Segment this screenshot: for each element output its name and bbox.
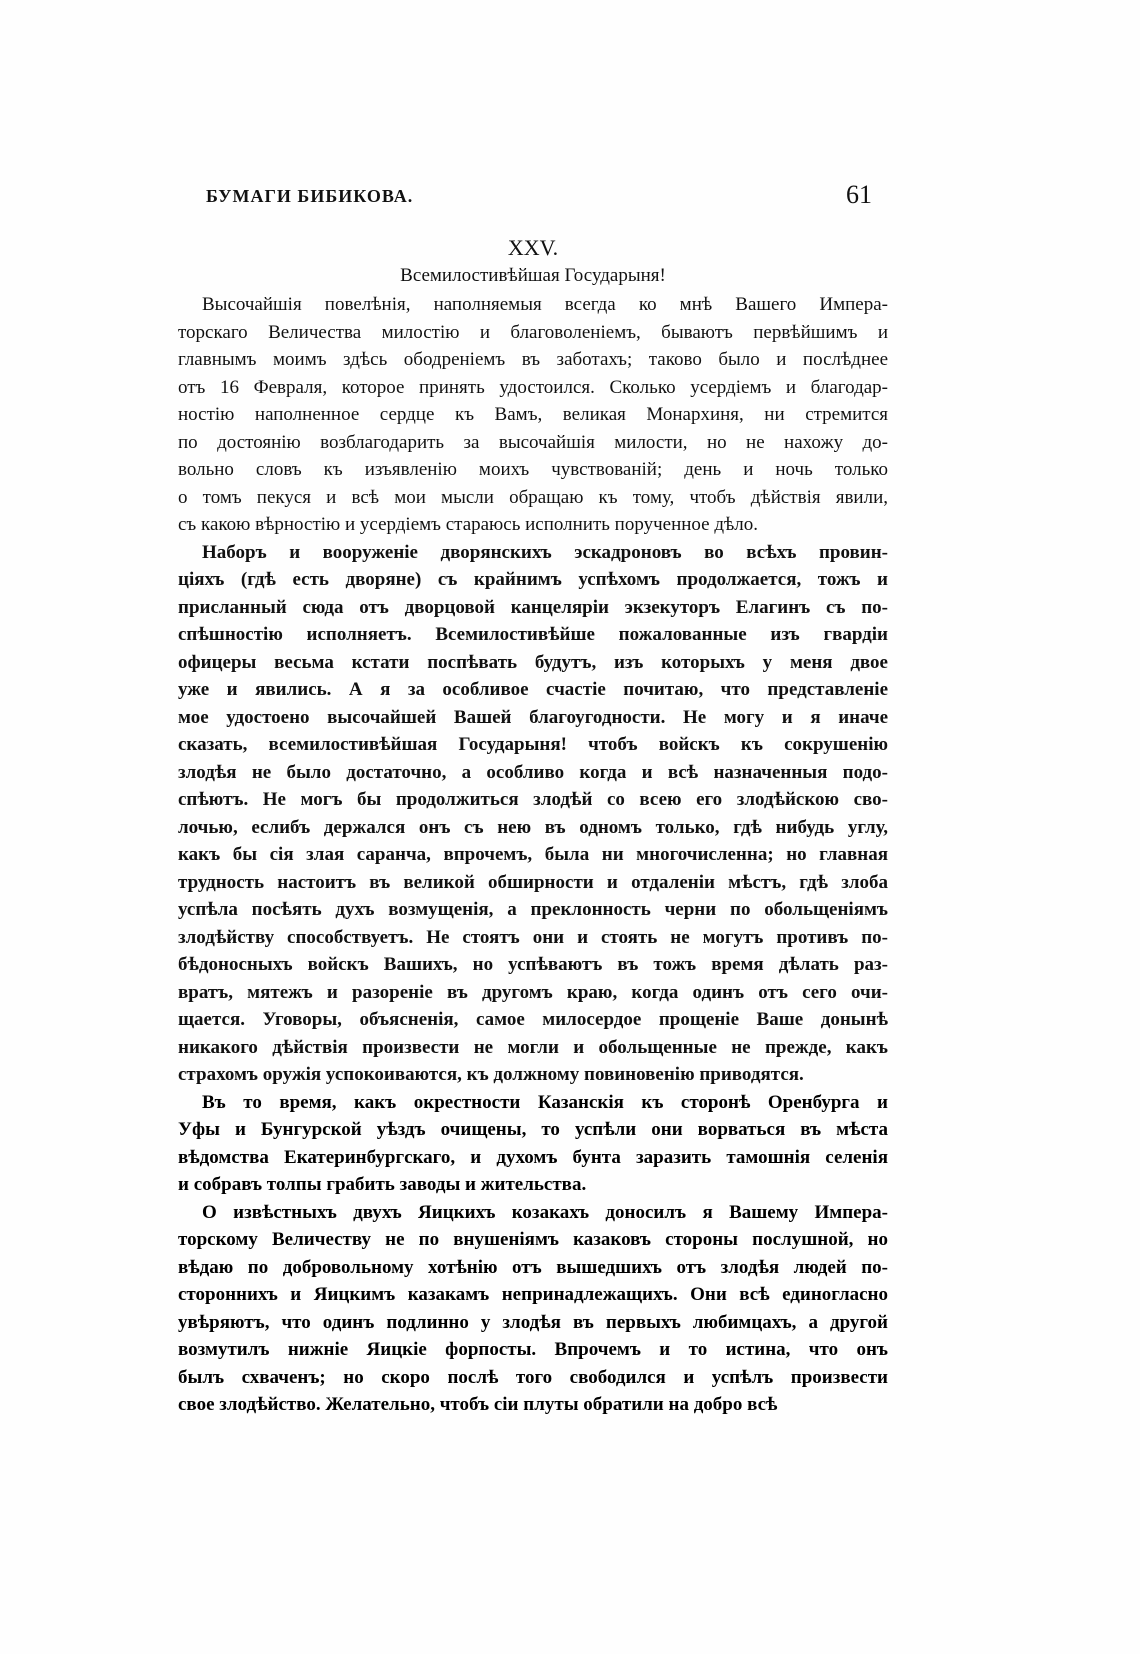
paragraph-3: [178, 1089, 888, 1199]
text-line: ностію наполненное сердце къ Вамъ, великая Монархиня, ни стремится: [178, 404, 888, 425]
paragraph-1: [178, 291, 888, 539]
text-line: стороннихъ и Яицкимъ казакамъ непринадлежащихъ. Они всѣ единогласно: [178, 1284, 888, 1305]
text-line: отъ 16 Февраля, которое принять удостоился. Сколько усердіемъ и благодар-: [178, 376, 888, 398]
text-line: уже и явились. А я за особливое счастіе почитаю, что представленіе: [178, 679, 888, 700]
text-line: вольно словъ къ изъявленію моихъ чувствованій; день и ночь только: [178, 459, 888, 480]
text-line: присланный сюда отъ дворцовой канцеляріи экзекуторъ Елагинъ съ по-: [178, 596, 888, 618]
text-line: вѣдомства Екатеринбургскаго, и духомъ бунта заразить тамошнія селенія: [178, 1146, 888, 1168]
section-number: XXV.: [507, 235, 559, 260]
text-line: былъ схваченъ; но скоро послѣ того свободился и успѣлъ произвести: [178, 1366, 888, 1388]
text-line: трудность настоитъ въ великой обширности и отдаленіи мѣстъ, гдѣ злоба: [178, 871, 888, 893]
text-line: Высочайшія повелѣнія, наполняемыя всегда ко мнѣ Вашего Импера-: [202, 294, 888, 315]
text-line: спѣютъ. Не могъ бы продолжиться злодѣй со всею его злодѣйскою сво-: [178, 789, 888, 810]
text-line: успѣла посѣять духъ возмущенія, а преклонность черни по обольщеніямъ: [178, 899, 888, 920]
text-line: сказать, всемилостивѣйшая Государыня! чтобъ войскъ къ сокрушенію: [178, 734, 888, 755]
text-line: мое удостоено высочайшей Вашей благоугодности. Не могу и я иначе: [178, 706, 888, 728]
text-line: бѣдоносныхъ войскъ Вашихъ, но успѣваютъ въ тожъ время дѣлать раз-: [178, 954, 888, 975]
text-line: спѣшностію исполняетъ. Всемилостивѣйше пожалованные изъ гвардіи: [178, 624, 888, 645]
text-line: никакого дѣйствія произвести не могли и обольщенные не прежде, какъ: [178, 1036, 888, 1058]
text-line: страхомъ оружія успокоиваются, къ должному повиновенію приводятся.: [178, 1064, 804, 1085]
text-line: какъ бы сія злая саранча, впрочемъ, была ни многочисленна; но главная: [178, 844, 888, 865]
text-line: вѣдаю по добровольному хотѣнію отъ вышедшихъ отъ злодѣя людей по-: [178, 1256, 888, 1278]
text-line: свое злодѣйство. Желательно, чтобъ сіи плуты обратили на добро всѣ: [178, 1394, 778, 1415]
running-head: БУМАГИ БИБИКОВА.: [206, 186, 414, 206]
text-line: о томъ пекуся и всѣ мои мысли обращаю къ тому, чтобъ дѣйствія явили,: [178, 486, 888, 508]
text-line: торскому Величеству не по внушеніямъ казаковъ стороны послушной, но: [178, 1229, 888, 1250]
text-line: вратъ, мятежъ и разореніе въ другомъ краю, когда одинъ отъ сего очи-: [178, 981, 888, 1003]
text-line: офицеры весьма кстати поспѣвать будутъ, изъ которыхъ у меня двое: [178, 651, 888, 673]
text-line: возмутилъ нижніе Яицкіе форпосты. Впрочемъ и то истина, что онъ: [178, 1339, 888, 1360]
text-line: Наборъ и вооруженіе дворянскихъ эскадроновъ во всѣхъ провин-: [202, 541, 888, 563]
text-line: ціяхъ (гдѣ есть дворяне) съ крайнимъ успѣхомъ продолжается, тожъ и: [178, 569, 888, 590]
text-line: О извѣстныхъ двухъ Яицкихъ козакахъ доносилъ я Вашему Импера-: [202, 1201, 888, 1223]
text-line: щается. Уговоры, объясненія, самое милосердое прощеніе Ваше донынѣ: [178, 1009, 888, 1030]
text-line: по достоянію возблагодарить за высочайшія милости, но не нахожу до-: [178, 431, 888, 453]
text-line: лочью, еслибъ держался онъ съ нею въ одномъ только, гдѣ нибудь углу,: [178, 816, 888, 838]
paragraph-4: [178, 1199, 888, 1419]
text-line: увѣряютъ, что одинъ подлинно у злодѣя въ первыхъ любимцахъ, а другой: [178, 1311, 888, 1333]
text-line: торскаго Величества милостію и благоволеніемъ, бываютъ первѣйшимъ и: [178, 321, 888, 343]
text-line: Въ то время, какъ окрестности Казанскія къ сторонѣ Оренбурга и: [202, 1091, 888, 1113]
text-line: главнымъ моимъ здѣсь ободреніемъ въ заботахъ; таково было и послѣднее: [178, 349, 888, 370]
text-line: Уфы и Бунгурской уѣздъ очищены, то успѣли они ворваться въ мѣста: [178, 1119, 888, 1140]
text-line: съ какою вѣрностію и усердіемъ стараюсь исполнить порученное дѣло.: [178, 514, 759, 535]
paragraph-2: [178, 539, 888, 1089]
salutation: Всемилостивѣйшая Государыня!: [400, 265, 666, 286]
letter-body: [178, 235, 888, 1419]
text-line: злодѣйству способствуетъ. Не стоятъ они и стоять не могутъ противъ по-: [178, 926, 888, 948]
text-line: и собравъ толпы грабить заводы и жительства.: [178, 1174, 587, 1195]
text-line: злодѣя не было достаточно, а особливо когда и всѣ назначенныя подо-: [178, 761, 888, 783]
page-number: 61: [846, 180, 872, 209]
